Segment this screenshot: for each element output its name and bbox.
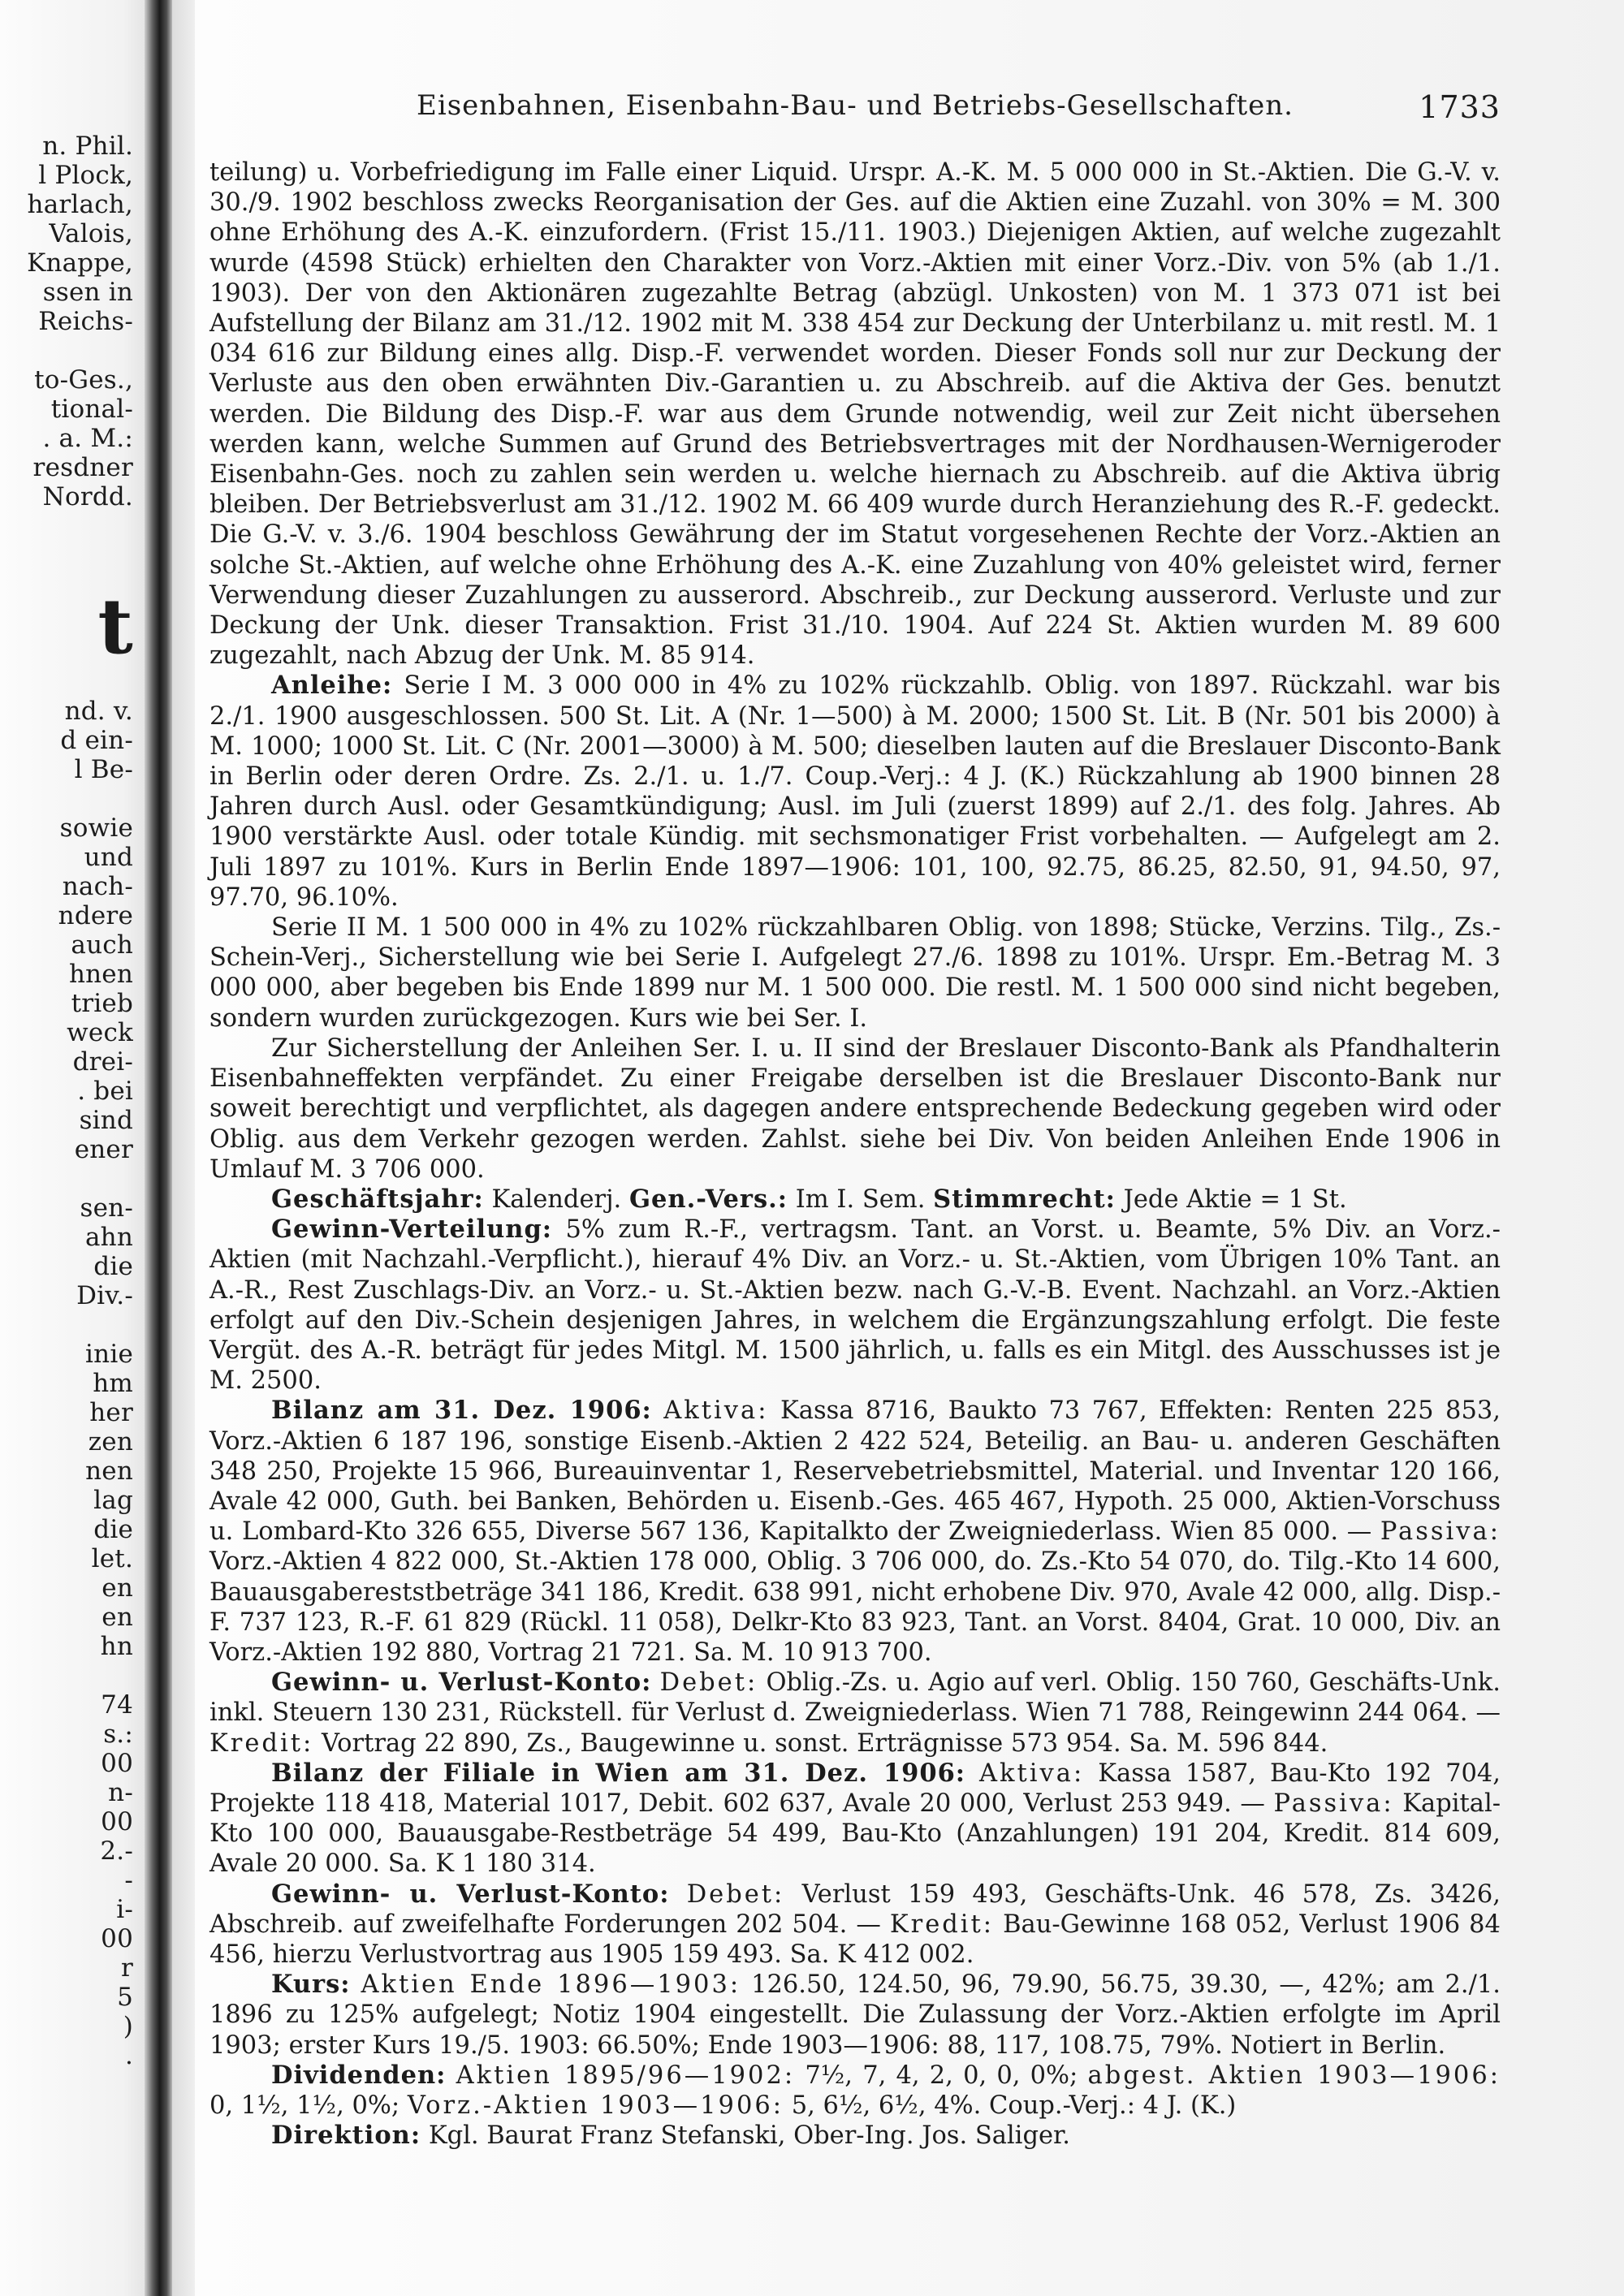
left-page-fragment: 2.- <box>100 1836 133 1866</box>
gewinn-verteilung-text: 5% zum R.-F., vertragsm. Tant. an Vorst. u. Beamte, 5% Div. an Vorz.-Aktien (mit Nachzahl.-Verpflicht.), hierauf 4% Div. an Vorz.- u. St.-Aktien, vom Übrigen 10% Tant. an A.-R., Rest Zuschlags-Div. an Vorz.- u. St.-Aktien bezw. nach G.-V.-B. Event. Nachzahl. an Vorz.-Aktien erfolgt auf den Div.-Schein desjenigen Jahres, in welchem die Ergänzungszahlung erfolgt. Die feste Vergüt. des A.-R. beträgt für jedes Mitgl. M. 1500 jährlich, u. falls es ein Mitgl. des Ausschusses ist je M. 2500. <box>209 1215 1501 1396</box>
gewinn-verlust-kredit-text: Vortrag 22 890, Zs., Baugewinne u. sonst. Erträgnisse 573 954. Sa. M. 596 844. <box>321 1728 1328 1758</box>
left-page-fragment: Reichs- <box>38 307 133 336</box>
wien-debet-label: Debet: <box>686 1880 785 1909</box>
paragraph-geschaeftsjahr <box>209 1185 1501 1215</box>
direktion-label: Direktion: <box>271 2121 421 2151</box>
left-page-fragment: die <box>93 1515 133 1544</box>
dividenden-text-2: 0, 1½, 1½, 0%; <box>209 2091 400 2120</box>
left-page-fragment: ) <box>123 2012 133 2041</box>
left-page-fragment: 74 <box>101 1690 133 1720</box>
wien-aktiva-label: Aktiva: <box>979 1759 1085 1788</box>
direktion-text: Kgl. Baurat Franz Stefanski, Ober-Ing. Jos. Saliger. <box>428 2121 1070 2151</box>
gewinn-verlust-label: Gewinn- u. Verlust-Konto: <box>271 1668 652 1698</box>
bilanz-passiva-text: Vorz.-Aktien 4 822 000, St.-Aktien 178 000, Oblig. 3 706 000, do. Zs.-Kto 54 070, do. Tilg.-Kto 14 600, Bauausgabereststbeträge 341 186, Kredit. 638 991, nicht erhobene Div. 970, Avale 42 000, allg. Disp.-F. 737 123, R.-F. 61 829 (Rückl. 11 058), Delkr-Kto 83 923, Tant. an Vorst. 8404, Grat. 10 000, Div. an Vorz.-Aktien 192 880, Vortrag 21 721. Sa. M. 10 913 700. <box>209 1547 1501 1667</box>
left-page-fragment: auch <box>71 930 133 960</box>
page-binding-shadow <box>172 0 195 2296</box>
left-page-fragment: Valois, <box>49 219 133 248</box>
paragraph-bilanz <box>209 1396 1501 1668</box>
wien-gewinn-verlust-debet-text: Verlust 159 493, Geschäfts-Unk. 46 578, Zs. 3426, Abschreib. auf zweifelhafte Forderungen 202 504. — <box>209 1880 1501 1939</box>
paragraph-anleihe <box>209 671 1501 913</box>
kurs-text: 126.50, 124.50, 96, 79.90, 56.75, 39.30, —, 42%; am 2./1. 1896 zu 125% aufgelegt; Notiz 1904 eingestellt. Die Zulassung der Vorz.-Aktien erfolgte im April 1903; erster Kurs 19./5. 1903: 66.50%; Ende 1903—1906: 88, 117, 108.75, 79%. Notiert in Berlin. <box>209 1970 1501 2060</box>
left-page-fragment: en <box>102 1603 133 1632</box>
left-page-fragment: . <box>124 2041 133 2070</box>
paragraph-gewinn-verteilung <box>209 1215 1501 1396</box>
left-page-fragment: resdner <box>32 453 133 482</box>
left-page-fragment: hn <box>100 1632 133 1661</box>
geschaeftsjahr-text: Kalenderj. <box>491 1185 622 1214</box>
left-page-fragment: ahn <box>84 1223 133 1252</box>
kurs-label: Kurs: <box>271 1970 351 2000</box>
dividenden-lead-1: Aktien 1895/96—1902: <box>456 2061 796 2090</box>
left-page-fragment: sen- <box>80 1193 133 1223</box>
left-page-fragment: lag <box>93 1486 133 1515</box>
stimmrecht-label: Stimmrecht: <box>933 1184 1116 1214</box>
left-page-fragment: Nordd. <box>42 482 133 511</box>
left-page-fragment: ssen in <box>42 278 133 307</box>
left-page-fragment: 00 <box>101 1924 133 1953</box>
bilanz-aktiva-text: Kassa 8716, Baukto 73 767, Effekten: Renten 225 853, Vorz.-Aktien 6 187 196, sonstige Eisenb.-Aktien 2 422 524, Beteilig. an Bau- u. anderen Geschäften 348 250, Projekte 15 966, Bureauinventar 1, Reservebetriebsmittel, Material. und Inventar 120 166, Avale 42 000, Guth. bei Banken, Behörden u. Eisenb.-Ges. 465 467, Hypoth. 25 000, Aktien-Vorschuss u. Lombard-Kto 326 655, Diverse 567 136, Kapitalkto der Zweigniederlass. Wien 85 000. — <box>209 1396 1501 1547</box>
left-page-fragment: drei- <box>72 1047 133 1077</box>
left-page-fragment: die <box>93 1252 133 1281</box>
dividenden-lead-2: abgest. Aktien 1903—1906: <box>1087 2061 1501 2090</box>
running-head: Eisenbahnen, Eisenbahn-Bau- und Betriebs-Gesellschaften. <box>417 89 1294 122</box>
wien-gewinn-verlust-kredit-text: Bau-Gewinne 168 052, Verlust 1906 84 456, hierzu Verlustvortrag aus 1905 159 493. Sa. K 412 002. <box>209 1910 1501 1969</box>
geschaeftsjahr-label: Geschäftsjahr: <box>271 1184 484 1214</box>
paragraph-direktion <box>209 2121 1501 2151</box>
left-page-fragment: hnen <box>68 960 133 989</box>
left-page-fragment: d ein- <box>60 726 133 755</box>
left-page-fragment: l Plock, <box>38 161 133 190</box>
paragraph-dividenden <box>209 2061 1501 2121</box>
left-page-fragment: n. Phil. <box>42 132 133 161</box>
kredit-label: Kredit: <box>209 1728 314 1758</box>
left-page-fragment: her <box>89 1398 133 1427</box>
left-page-fragment: 00 <box>101 1807 133 1836</box>
dividenden-lead-3: Vorz.-Aktien 1903—1906: <box>407 2091 784 2120</box>
left-page-fragment: t <box>97 582 133 671</box>
paragraph-bilanz-wien <box>209 1759 1501 1880</box>
paragraph-intro <box>209 158 1501 671</box>
page-header <box>209 89 1501 136</box>
left-page-fragment: zen <box>88 1427 133 1457</box>
left-page-fragment: weck <box>67 1018 133 1047</box>
left-page-fragment: 5 <box>117 1983 133 2012</box>
left-page-fragment: 00 <box>101 1749 133 1778</box>
left-page-fragment: sowie <box>59 814 133 843</box>
paragraph-sicherstellung <box>209 1034 1501 1185</box>
dividenden-label: Dividenden: <box>271 2060 447 2090</box>
left-page-fragment: trieb <box>71 989 133 1018</box>
book-gutter <box>145 0 172 2296</box>
dividenden-text-3: 5, 6½, 6½, 4%. Coup.-Verj.: 4 J. (K.) <box>791 2091 1237 2120</box>
paragraph-gewinn-verlust <box>209 1668 1501 1759</box>
left-page-fragment: Knappe, <box>27 248 133 278</box>
left-page-fragment: Div.- <box>76 1281 133 1310</box>
bilanz-wien-passiva-text: Kapital-Kto 100 000, Bauausgabe-Restbeträge 54 499, Bau-Kto (Anzahlungen) 191 204, Kredit. 814 609, Avale 20 000. Sa. K 1 180 314. <box>209 1789 1501 1879</box>
left-page-fragment: tional- <box>50 395 133 424</box>
gewinn-verteilung-label: Gewinn-Verteilung: <box>271 1215 553 1245</box>
left-page-fragment: nach- <box>62 872 133 901</box>
left-page-fragment: nd. v. <box>64 697 133 726</box>
debet-label: Debet: <box>659 1668 758 1698</box>
left-page-fragment: let. <box>91 1544 133 1573</box>
left-page-edge <box>0 0 145 2296</box>
page-body <box>209 158 1501 2151</box>
wien-passiva-label: Passiva: <box>1273 1789 1394 1818</box>
left-page-fragment: inie <box>85 1340 133 1369</box>
left-page-fragment: nen <box>85 1457 133 1486</box>
intro-text: teilung) u. Vorbefriedigung im Falle einer Liquid. Urspr. A.-K. M. 5 000 000 in St.-Aktien. Die G.-V. v. 30./9. 1902 beschloss zwecks Reorganisation der Ges. auf die Aktien eine Zuzahl. von 30% = M. 300 ohne Erhöhung des A.-K. einzufordern. (Frist 15./11. 1903.) Diejenigen Aktien, auf welche zugezahlt wurde (4598 Stück) erhielten den Charakter von Vorz.-Aktien mit einer Vorz.-Div. von 5% (ab 1./1. 1903). Der von den Aktionären zugezahlte Betrag (abzügl. Unkosten) von M. 1 373 071 ist bei Aufstellung der Bilanz am 31./12. 1902 mit M. 338 454 zur Deckung der Unterbilanz u. mit restl. M. 1 034 616 zur Bildung eines allg. Disp.-F. verwendet worden. Dieser Fonds soll nur zur Deckung der Verluste aus den oben erwähnten Div.-Garantien u. zu Abschreib. auf die Aktiva der Ges. benutzt werden. Die Bildung des Disp.-F. war aus dem Grunde notwendig, weil zur Zeit nicht übersehen werden kann, welche Summen auf Grund des Betriebsvertrages mit der Nordhausen-Wernigeroder Eisenbahn-Ges. noch zu zahlen sein werden u. welche hiernach zu Abschreib. auf die Aktiva übrig bleiben. Der Betriebsverlust am 31./12. 1902 M. 66 409 wurde durch Heranziehung des R.-F. gedeckt. Die G.-V. v. 3./6. 1904 beschloss Gewährung der im Statut vorgesehenen Rechte der Vorz.-Aktien an solche St.-Aktien, auf welche ohne Erhöhung des A.-K. eine Zuzahlung von 40% geleistet wird, ferner Verwendung dieser Zuzahlungen zu ausserord. Abschreib., zur Deckung ausserord. Verluste und zur Deckung der Unk. dieser Transaktion. Frist 31./10. 1904. Auf 224 St. Aktien wurden M. 89 600 zugezahlt, nach Abzug der Unk. M. 85 914. <box>209 158 1501 671</box>
left-page-fragment: . a. M.: <box>42 424 133 453</box>
left-page-fragment: sind <box>79 1106 133 1135</box>
gen-vers-text: Im I. Sem. <box>795 1185 926 1214</box>
anleihe-label: Anleihe: <box>271 671 393 701</box>
left-page-fragment: i- <box>116 1895 133 1924</box>
aktiva-label: Aktiva: <box>663 1396 769 1426</box>
sicherstellung-text: Zur Sicherstellung der Anleihen Ser. I. u. II sind der Breslauer Disconto-Bank als Pfandhalterin Eisenbahneffekten verpfändet. Zu einer Freigabe derselben ist die Breslauer Disconto-Bank nur soweit berechtigt und verpflichtet, als dagegen andere entsprechende Bedeckung gegeben wird oder Oblig. aus dem Verkehr gezogen werden. Zahlst. siehe bei Div. Von beiden Anleihen Ende 1906 in Umlauf M. 3 706 000. <box>209 1034 1501 1184</box>
wien-kredit-label: Kredit: <box>889 1910 995 1939</box>
left-page-fragment: s.: <box>103 1720 133 1749</box>
left-page-fragment: ener <box>74 1135 133 1164</box>
bilanz-wien-aktiva-text: Kassa 1587, Bau-Kto 192 704, Projekte 118 418, Material 1017, Debit. 602 637, Avale 20 000, Verlust 253 949. — <box>209 1759 1501 1818</box>
right-page <box>209 89 1501 2151</box>
left-page-fragment: ndere <box>58 901 133 930</box>
left-page-fragment: hm <box>93 1369 133 1398</box>
serie-2-text: Serie II M. 1 500 000 in 4% zu 102% rückzahlbaren Oblig. von 1898; Stücke, Verzins. Tilg., Zs.-Schein-Verj., Sicherstellung wie bei Serie I. Aufgelegt 27./6. 1898 zu 101%. Urspr. Em.-Betrag M. 3 000 000, aber begeben bis Ende 1899 nur M. 1 500 000. Die restl. M. 1 500 000 sind nicht begeben, sondern wurden zurückgezogen. Kurs wie bei Ser. I. <box>209 913 1501 1033</box>
left-page-fragment: . bei <box>77 1077 133 1106</box>
stimmrecht-text: Jede Aktie = 1 St. <box>1123 1185 1347 1214</box>
wien-gewinn-verlust-label: Gewinn- u. Verlust-Konto: <box>271 1879 670 1909</box>
left-page-fragment: harlach, <box>27 190 133 219</box>
left-page-fragment: n- <box>108 1778 133 1807</box>
page-number: 1733 <box>1419 89 1501 125</box>
paragraph-kurs <box>209 1970 1501 2061</box>
kurs-lead: Aktien Ende 1896—1903: <box>361 1970 741 2000</box>
left-page-fragment: to-Ges., <box>34 365 133 395</box>
left-page-fragment: und <box>84 843 133 872</box>
gewinn-verlust-debet-text: Oblig.-Zs. u. Agio auf verl. Oblig. 150 760, Geschäfts-Unk. inkl. Steuern 130 231, Rückstell. für Verlust d. Zweigniederlass. Wien 71 788, Reingewinn 244 064. — <box>209 1668 1501 1728</box>
left-page-fragment: r <box>120 1953 133 1983</box>
paragraph-wien-gewinn-verlust <box>209 1880 1501 1970</box>
paragraph-serie-2 <box>209 913 1501 1034</box>
left-page-fragment: l Be- <box>74 755 133 784</box>
anleihe-text: Serie I M. 3 000 000 in 4% zu 102% rückzahlb. Oblig. von 1897. Rückzahl. war bis 2./1. 1900 ausgeschlossen. 500 St. Lit. A (Nr. 1—500) à M. 2000; 1500 St. Lit. B (Nr. 501 bis 2000) à M. 1000; 1000 St. Lit. C (Nr. 2001—3000) à M. 500; dieselben lauten auf die Breslauer Disconto-Bank in Berlin oder deren Ordre. Zs. 2./1. u. 1./7. Coup.-Verj.: 4 J. (K.) Rückzahlung ab 1900 binnen 28 Jahren durch Ausl. oder Gesamtkündigung; Ausl. im Juli (zuerst 1899) auf 2./1. des folg. Jahres. Ab 1900 verstärkte Ausl. oder totale Kündig. mit sechsmonatiger Frist vorbehalten. — Aufgelegt am 2. Juli 1897 zu 101%. Kurs in Berlin Ende 1897—1906: 101, 100, 92.75, 86.25, 82.50, 91, 94.50, 97, 97.70, 96.10%. <box>209 671 1501 912</box>
passiva-label: Passiva: <box>1380 1517 1501 1547</box>
gen-vers-label: Gen.-Vers.: <box>628 1184 788 1214</box>
dividenden-text-1: 7½, 7, 4, 2, 0, 0, 0%; <box>805 2061 1078 2090</box>
bilanz-label: Bilanz am 31. Dez. 1906: <box>271 1396 652 1426</box>
left-page-fragment: en <box>102 1573 133 1603</box>
left-page-fragment: - <box>124 1866 133 1895</box>
bilanz-wien-label: Bilanz der Filiale in Wien am 31. Dez. 1906: <box>271 1758 966 1788</box>
